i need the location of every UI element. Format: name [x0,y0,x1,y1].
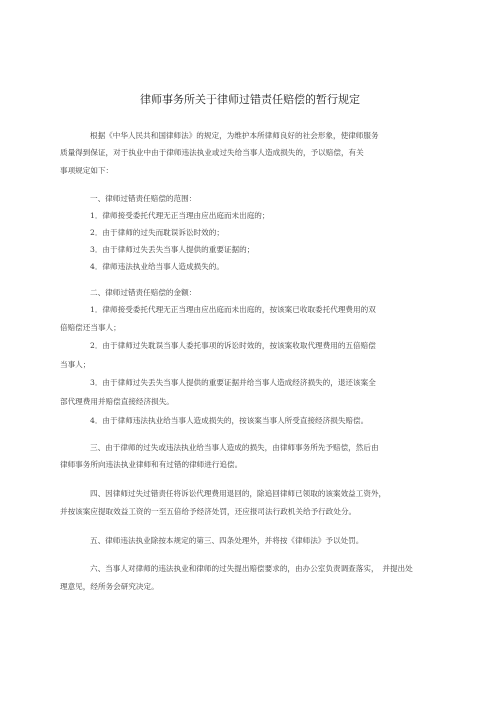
section-paragraph: 六、当事人对律师的违法执业和律师的过失提出赔偿要求的，由办公室负责调查落实， 并提出处 [90,564,413,573]
section-paragraph-continuation: 律师事务所向违法执业律师和有过错的律师进行追偿。 [60,460,243,469]
list-item-continuation: 部代理费用并赔偿直接经济损失。 [60,397,174,406]
section-heading: 一、律师过错责任赔偿的范围： [90,194,197,203]
list-item: 1．律师接受委托代理无正当理由应出庭而未出庭的； [90,211,270,220]
list-item: 4．由于律师违法执业给当事人造成损失的，按该案当事人所受直接经济损失赔偿。 [90,416,369,425]
paragraph-line: 质量得到保证，对于执业中由于律师违法执业或过失给当事人造成损失的，予以赔偿，有关 [60,148,364,157]
list-item: 2．由于律师的过失而耽误诉讼时效的； [90,228,224,237]
list-item: 4．律师违法执业给当事人造成损失的。 [90,262,224,271]
list-item-continuation: 倍赔偿还当事人； [60,323,121,332]
section-paragraph: 三、由于律师的过失或违法执业给当事人造成的损失，由律师事务所先予赔偿，然后由 [90,443,379,452]
list-item: 1．律师接受委托代理无正当理由应出庭而未出庭的，按该案已收取委托代理费用的双 [90,305,376,314]
document-title: 律师事务所关于律师过错责任赔偿的暂行规定 [140,93,360,106]
section-paragraph-continuation: 并按该案应提取效益工资的一至五倍给予经济处罚，还应报司法行政机关给予行政处分。 [60,507,357,516]
paragraph-line: 根据《中华人民共和国律师法》的规定，为维护本所律师良好的社会形象，使律师服务 [90,131,379,140]
section-paragraph-continuation: 理意见，经所务会研究决定。 [60,582,159,591]
list-item: 2．由于律师过失耽误当事人委托事项的诉讼时效的，按该案收取代理费用的五倍赔偿 [90,341,376,350]
section-heading: 二、律师过错责任赔偿的金额： [90,288,197,297]
section-paragraph: 五、律师违法执业除按本规定的第三、四条处理外，并将按《律师法》予以处罚。 [90,536,364,545]
list-item: 3．由于律师过失丢失当事人提供的重要证据并给当事人造成经济损失的，退还该案全 [90,378,376,387]
section-paragraph: 四、因律师过失过错责任将诉讼代理费用退回的，除追回律师已领取的该案效益工资外， [90,489,387,498]
list-item: 3．由于律师过失丢失当事人提供的重要证据的； [90,245,255,254]
list-item-continuation: 当事人； [60,360,91,369]
paragraph-line: 事项规定如下： [60,166,114,175]
